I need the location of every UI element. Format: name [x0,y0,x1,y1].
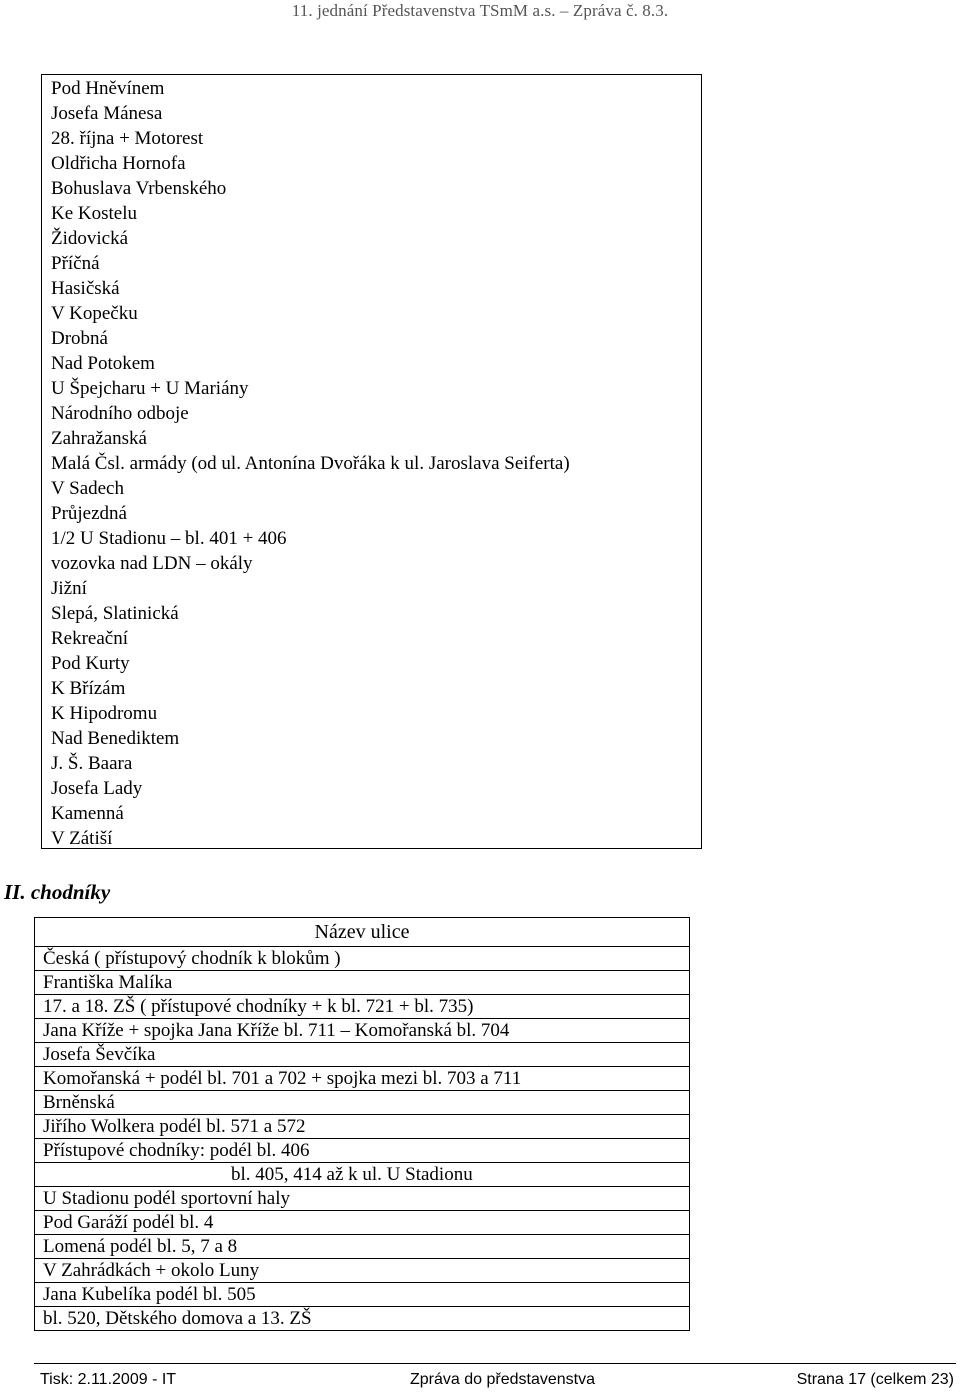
table-row: Jana Kubelíka podél bl. 505 [35,1283,690,1307]
table-row: Pod Garáží podél bl. 4 [35,1211,690,1235]
list-item: Národního odboje [51,403,189,424]
list-item: Josefa Mánesa [51,103,163,124]
list-item: Židovická [51,228,129,249]
footer-page-number: Strana 17 (celkem 23) [796,1371,954,1388]
list-item: Nad Potokem [51,353,155,374]
list-item: Nad Benediktem [51,728,180,749]
footer-report-title: Zpráva do představenstva [410,1371,595,1388]
list-item: V Kopečku [51,303,138,324]
list-item: Jižní [51,578,87,599]
footer-print-date: Tisk: 2.11.2009 - IT [40,1371,177,1388]
list-item: Zahražanská [51,428,147,449]
list-item: Oldřicha Hornofa [51,153,186,174]
list-item: V Sadech [51,478,124,499]
list-item: 28. října + Motorest [51,128,204,149]
table-row: Františka Malíka [35,971,690,995]
table-row: Josefa Ševčíka [35,1043,690,1067]
list-item: Pod Hněvínem [51,78,165,99]
list-item: 1/2 U Stadionu – bl. 401 + 406 [51,528,287,549]
list-item: K Břízám [51,678,126,699]
table-row: Česká ( přístupový chodník k blokům ) [35,947,690,971]
table-header: Název ulice [35,918,690,947]
list-item: Drobná [51,328,108,349]
table-row: Brněnská [35,1091,690,1115]
table-row: 17. a 18. ZŠ ( přístupové chodníky + k bl. 721 + bl. 735) [35,995,690,1019]
list-item: Malá Čsl. armády (od ul. Antonína Dvořáka k ul. Jaroslava Seiferta) [51,453,570,474]
list-item: J. Š. Baara [51,753,133,774]
list-item: Kamenná [51,803,124,824]
list-item: Josefa Lady [51,778,143,799]
table-row: Přístupové chodníky: podél bl. 406 [35,1139,690,1163]
table-row: V Zahrádkách + okolo Luny [35,1259,690,1283]
list-item: U Špejcharu + U Mariány [51,378,249,399]
list-item: Rekreační [51,628,129,649]
page-header: 11. jednání Představenstva TSmM a.s. – Zpráva č. 8.3. [291,1,669,20]
section-title: II. chodníky [4,880,111,904]
table-row: Lomená podél bl. 5, 7 a 8 [35,1235,690,1259]
table-row: bl. 405, 414 až k ul. U Stadionu [35,1163,690,1187]
list-item: Bohuslava Vrbenského [51,178,227,199]
list-item: Slepá, Slatinická [51,603,179,624]
table-row: Jana Kříže + spojka Jana Kříže bl. 711 – Komořanská bl. 704 [35,1019,690,1043]
list-item: Pod Kurty [51,653,130,674]
street-list-box [41,74,702,849]
list-item: Příčná [51,253,100,274]
list-item: Průjezdná [51,503,127,524]
list-item: K Hipodromu [51,703,158,724]
list-item: Hasičská [51,278,120,299]
list-item: Ke Kostelu [51,203,138,224]
table-row: bl. 520, Dětského domova a 13. ZŠ [35,1307,690,1331]
table-row: U Stadionu podél sportovní haly [35,1187,690,1211]
table-row: Jiřího Wolkera podél bl. 571 a 572 [35,1115,690,1139]
table-row: Komořanská + podél bl. 701 a 702 + spojka mezi bl. 703 a 711 [35,1067,690,1091]
list-item: vozovka nad LDN – okály [51,553,253,574]
footer-divider [34,1363,956,1364]
sidewalk-table [34,917,690,1331]
list-item: V Zátiší [51,828,113,849]
